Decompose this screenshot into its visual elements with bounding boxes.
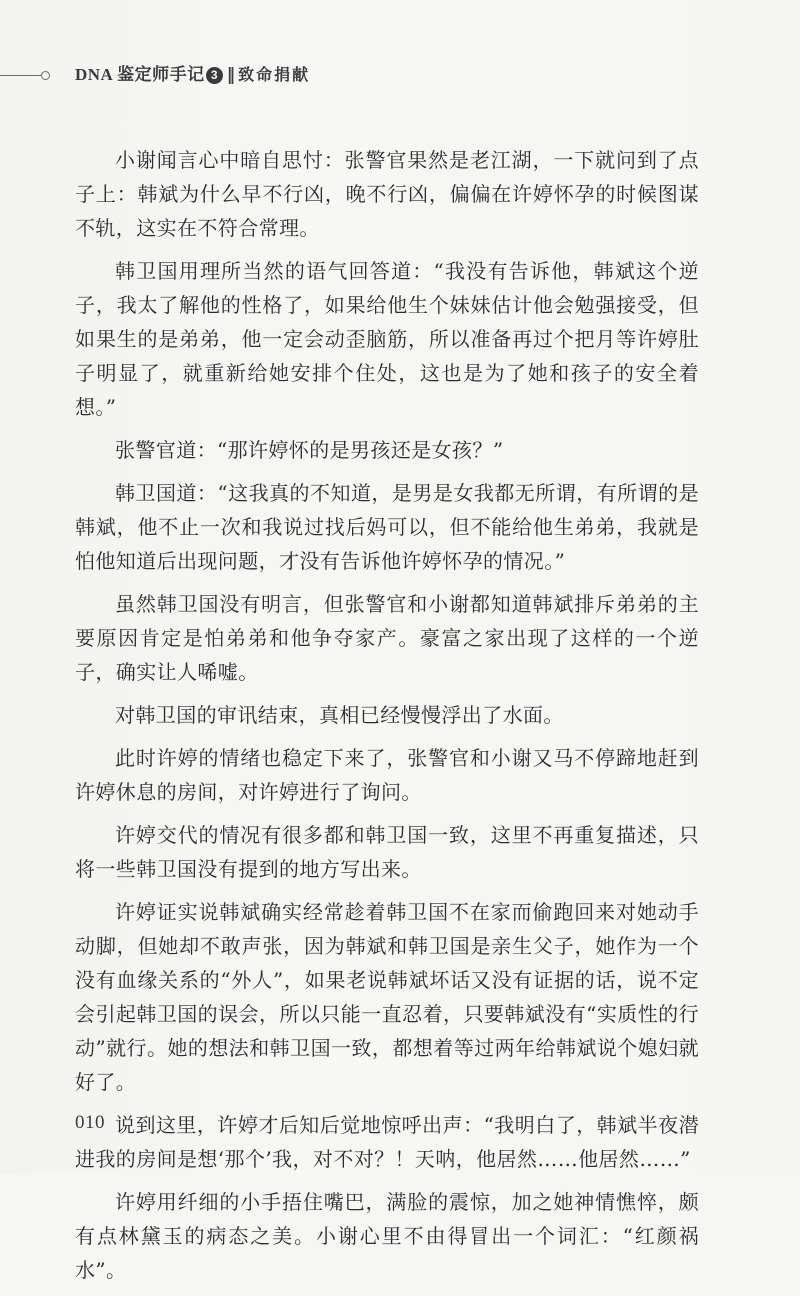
book-subtitle: 致命捐献 [238,65,311,84]
paragraph: 小谢闻言心中暗自思忖：张警官果然是老江湖，一下就问到了点子上：韩斌为什么早不行凶，晚不行凶，偏偏在许婷怀孕的时候图谋不轨，这实在不符合常理。 [75,148,699,240]
page-number: 010 [75,1112,105,1133]
paragraph: 虽然韩卫国没有明言，但张警官和小谢都知道韩斌排斥弟弟的主要原因肯定是怕弟弟和他争夺家产。豪富之家出现了这样的一个逆子，确实让人唏嘘。 [75,592,699,684]
paragraph: 许婷交代的情况有很多都和韩卫国一致，这里不再重复描述，只将一些韩卫国没有提到的地方写出来。 [75,823,699,881]
book-title: DNA 鉴定师手记 [75,65,205,84]
paragraph: 说到这里，许婷才后知后觉地惊呼出声：“我明白了，韩斌半夜潜进我的房间是想‘那个’我，对不对？！天呐，他居然……他居然……” [75,1113,699,1171]
volume-badge: 3 [206,67,223,84]
running-header [0,62,800,92]
paragraph: 张警官道：“那许婷怀的是男孩还是女孩？” [115,438,504,462]
paragraph: 韩卫国用理所当然的语气回答道：“我没有告诉他，韩斌这个逆子，我太了解他的性格了，如果给他生个妹妹估计他会勉强接受，但如果生的是弟弟，他一定会动歪脑筋，所以准备再过个把月等许婷肚子明显了，就重新给她安排个住处，这也是为了她和孩子的安全着想。” [75,259,699,419]
body-text [75,143,699,1296]
paragraph: 韩卫国道：“这我真的不知道，是男是女我都无所谓，有所谓的是韩斌，他不止一次和我说过找后妈可以，但不能给他生弟弟，我就是怕他知道后出现问题，才没有告诉他许婷怀孕的情况。” [75,481,699,573]
paragraph: 许婷用纤细的小手捂住嘴巴，满脸的震惊，加之她神情憔悴，颇有点林黛玉的病态之美。小谢心里不由得冒出一个词汇：“红颜祸水”。 [75,1190,699,1282]
paragraph: 对韩卫国的审讯结束，真相已经慢慢浮出了水面。 [115,703,564,727]
paragraph: 此时许婷的情绪也稳定下来了，张警官和小谢又马不停蹄地赶到许婷休息的房间，对许婷进行了询问。 [75,746,699,804]
header-title [75,62,310,92]
header-rule [0,75,41,76]
header-separator: ‖ [226,65,236,85]
header-ornament-circle [41,71,50,80]
paragraph: 许婷证实说韩斌确实经常趁着韩卫国不在家而偷跑回来对她动手动脚，但她却不敢声张，因为韩斌和韩卫国是亲生父子，她作为一个没有血缘关系的“外人”，如果老说韩斌坏话又没有证据的话，说不定会引起韩卫国的误会，所以只能一直忍着，只要韩斌没有“实质性的行动”就行。她的想法和韩卫国一致，都想着等过两年给韩斌说个媳妇就好了。 [75,900,699,1094]
